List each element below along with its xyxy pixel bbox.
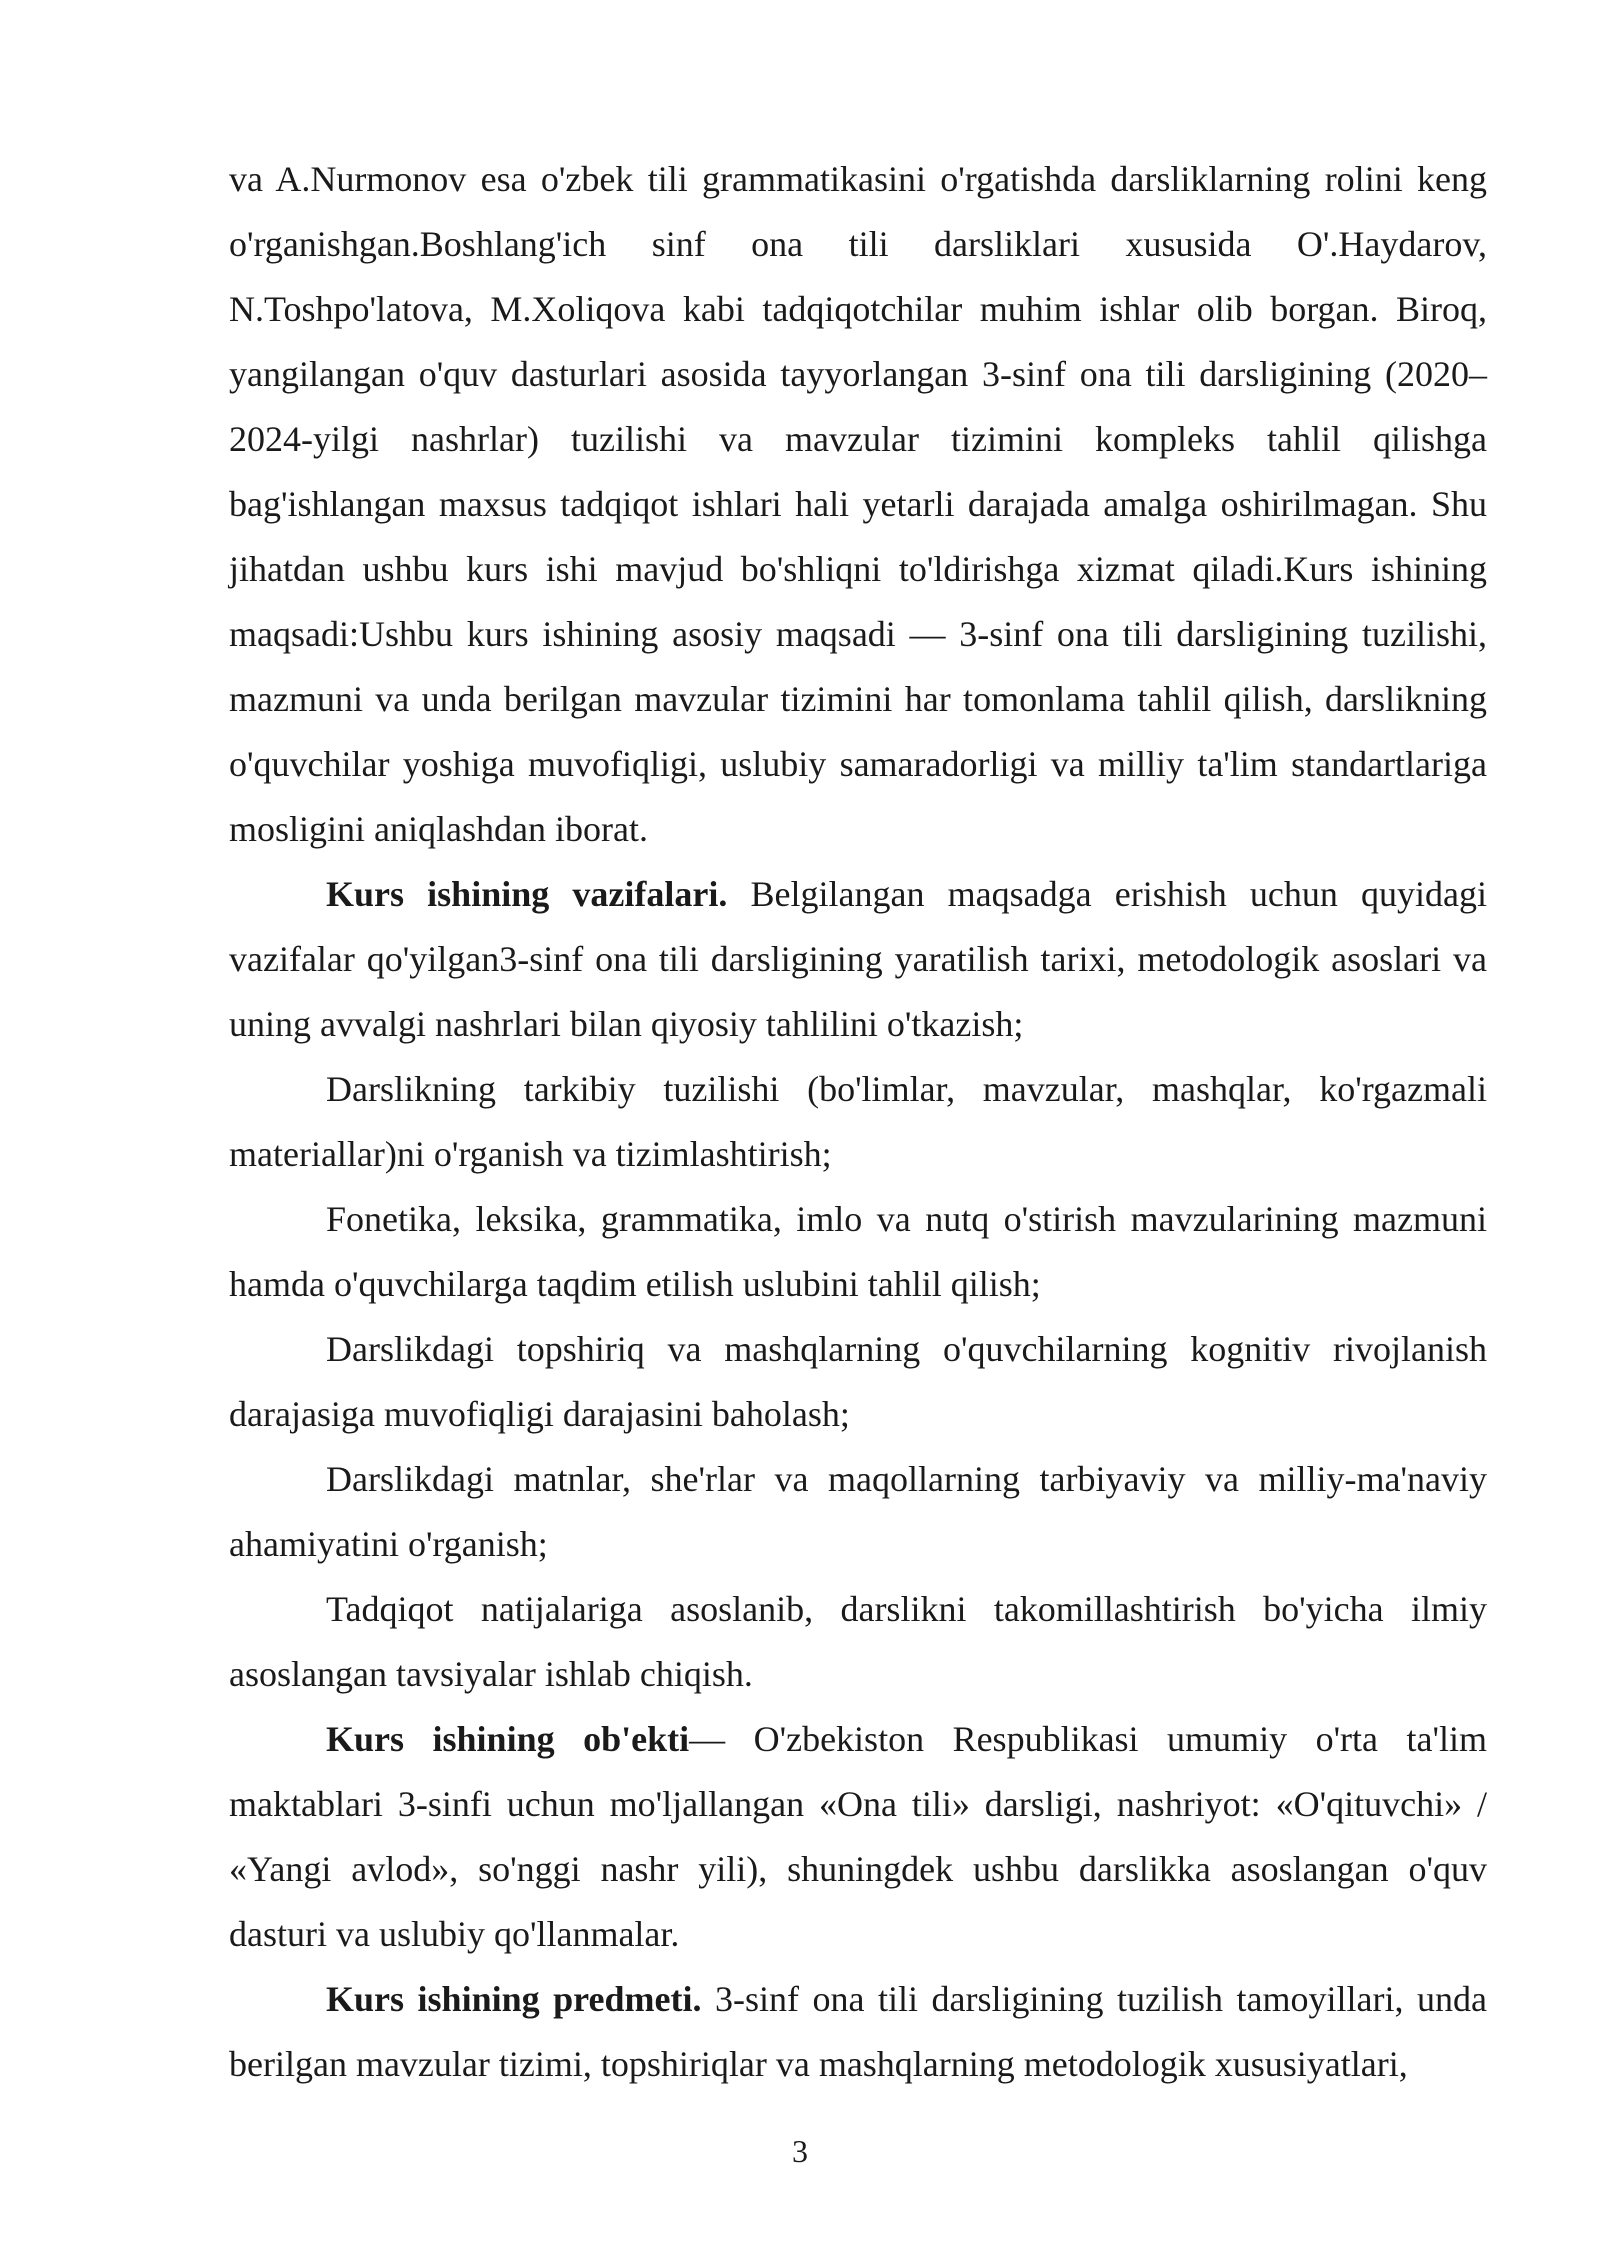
paragraph-tasks [229, 862, 1487, 1057]
paragraph-text: Belgilangan maqsadga erishish uchun quyidagi vazifalar qo'yilgan3-sinf ona tili darsligining yaratilish tarixi, metodologik asoslari va uning avvalgi nashrlari bilan qiyosiy tahlilini o'tkazish; [229, 874, 1487, 1044]
paragraph-subject [229, 1967, 1487, 2097]
paragraph-heading: Kurs ishining predmeti. [326, 1979, 702, 2019]
paragraph-task-structure [229, 1057, 1487, 1187]
paragraph-task-recommendations [229, 1577, 1487, 1707]
page-number: 3 [792, 2133, 808, 2169]
paragraph-text: Darslikning tarkibiy tuzilishi (bo'limlar, mavzular, mashqlar, ko'rgazmali materiallar)ni o'rganish va tizimlashtirish; [229, 1069, 1487, 1174]
paragraph-text: Darslikdagi topshiriq va mashqlarning o'quvchilarning kognitiv rivojlanish darajasiga muvofiqligi darajasini baholash; [229, 1329, 1487, 1434]
paragraph-heading: Kurs ishining vazifalari. [326, 874, 728, 914]
paragraph-task-topics [229, 1187, 1487, 1317]
paragraph-object [229, 1707, 1487, 1967]
paragraph-text: va A.Nurmonov esa o'zbek tili grammatikasini o'rgatishda darsliklarning rolini keng o'rganishgan.Boshlang'ich sinf ona tili darsliklari xususida O'.Haydarov, N.Toshpo'latova, M.Xoliqova kabi tadqiqotchilar muhim ishlar olib borgan. Biroq, yangilangan o'quv dasturlari asosida tayyorlangan 3-sinf ona tili darsligining (2020–2024-yilgi nashrlar) tuzilishi va mavzular tizimini kompleks tahlil qilishga bag'ishlangan maxsus tadqiqot ishlari hali yetarli darajada amalga oshirilmagan. Shu jihatdan ushbu kurs ishi mavjud bo'shliqni to'ldirishga xizmat qiladi.Kurs ishining maqsadi:Ushbu kurs ishining asosiy maqsadi — 3-sinf ona tili darsligining tuzilishi, mazmuni va unda berilgan mavzular tizimini har tomonlama tahlil qilish, darslikning o'quvchilar yoshiga muvofiqligi, uslubiy samaradorligi va milliy ta'lim standartlariga mosligini aniqlashdan iborat. [229, 159, 1487, 849]
paragraph-task-exercises [229, 1317, 1487, 1447]
paragraph-text: Darslikdagi matnlar, she'rlar va maqollarning tarbiyaviy va milliy-ma'naviy ahamiyatini o'rganish; [229, 1459, 1487, 1564]
document-body [229, 147, 1487, 2097]
paragraph-text: — O'zbekiston Respublikasi umumiy o'rta ta'lim maktablari 3-sinfi uchun mo'ljallangan «Ona tili» darsligi, nashriyot: «O'qituvchi» / «Yangi avlod», so'nggi nashr yili), shuningdek ushbu darslikka asoslangan o'quv dasturi va uslubiy qo'llanmalar. [229, 1719, 1487, 1954]
paragraph-literature-review [229, 147, 1487, 862]
paragraph-text: 3-sinf ona tili darsligining tuzilish tamoyillari, unda berilgan mavzular tizimi, topshiriqlar va mashqlarning metodologik xususiyatlari, [229, 1979, 1488, 2084]
paragraph-task-texts [229, 1447, 1487, 1577]
paragraph-text: Fonetika, leksika, grammatika, imlo va nutq o'stirish mavzularining mazmuni hamda o'quvchilarga taqdim etilish uslubini tahlil qilish; [229, 1199, 1487, 1304]
paragraph-text: Tadqiqot natijalariga asoslanib, darslikni takomillashtirish bo'yicha ilmiy asoslangan tavsiyalar ishlab chiqish. [229, 1589, 1487, 1694]
paragraph-heading: Kurs ishining ob'ekti [326, 1719, 690, 1759]
